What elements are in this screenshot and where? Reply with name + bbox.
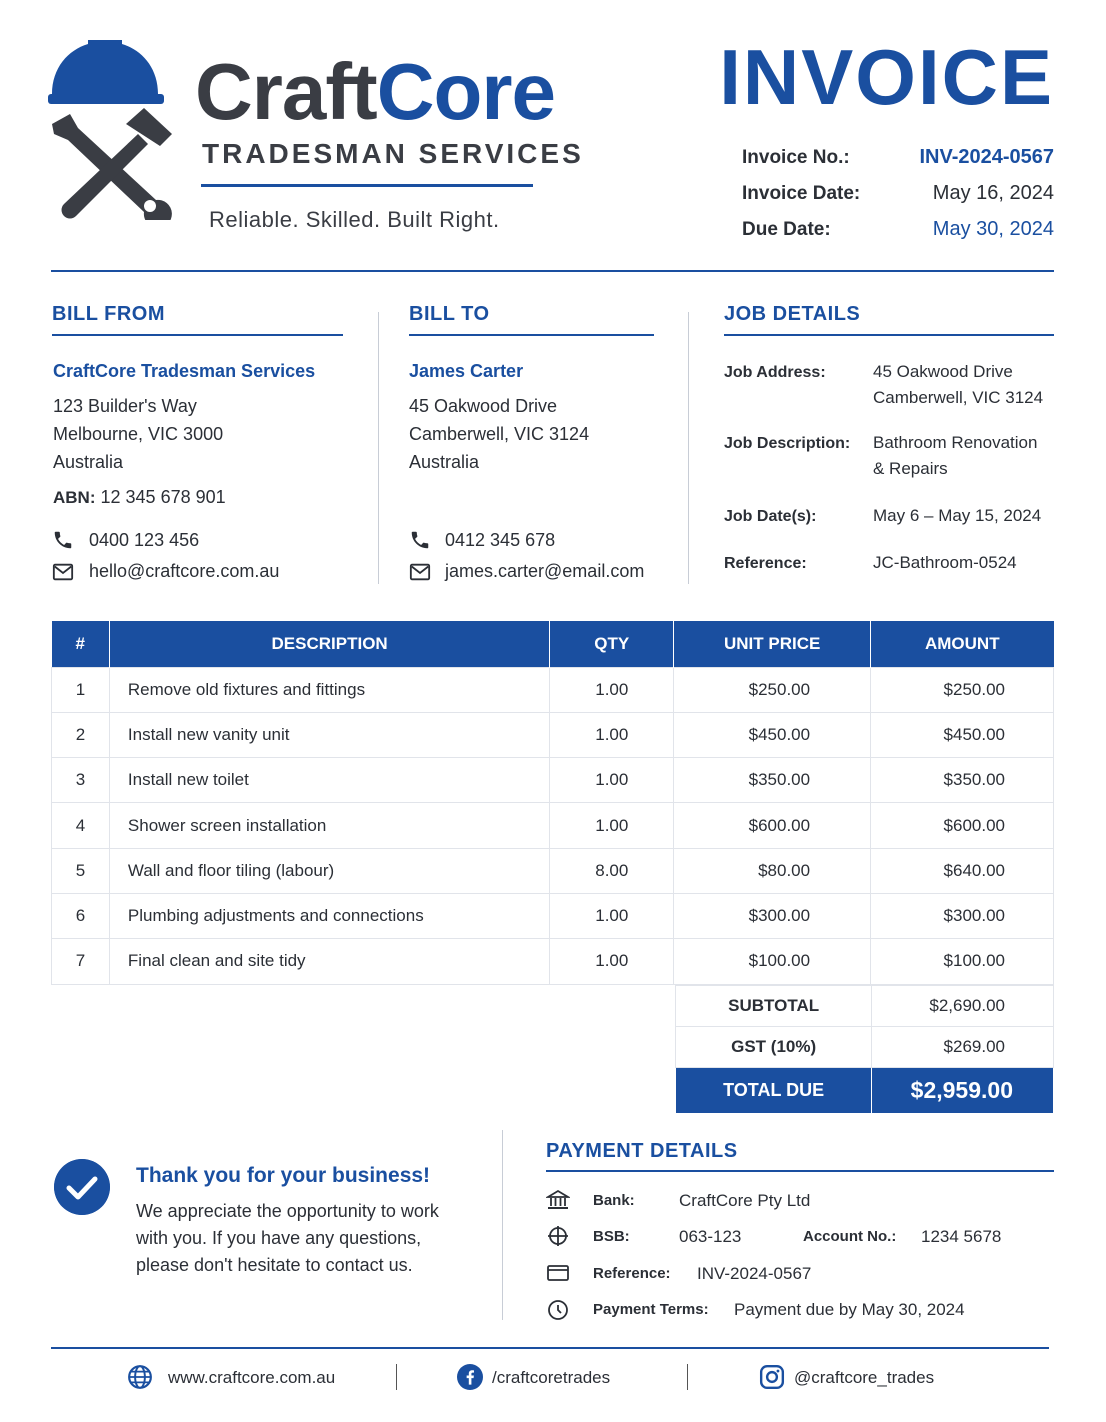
payment-details-title: PAYMENT DETAILS	[546, 1140, 738, 1162]
item-qty: 1.00	[550, 803, 674, 848]
thank-you-message: We appreciate the opportunity to work with you. If you have any questions, please don't hesitate to contact us.	[136, 1201, 439, 1275]
item-number: 1	[52, 667, 110, 712]
item-number: 7	[52, 939, 110, 984]
job-details-title: JOB DETAILS	[724, 303, 861, 325]
header-divider	[51, 270, 1054, 272]
item-amount: $450.00	[871, 712, 1054, 757]
phone-icon	[52, 529, 74, 551]
clock-icon	[546, 1298, 570, 1322]
totals-table	[675, 985, 1054, 1114]
invoice-title: INVOICE	[719, 33, 1054, 121]
footer-facebook[interactable]: /craftcoretrades	[492, 1368, 611, 1387]
brand-name-part1: Craft	[195, 47, 377, 136]
item-amount: $600.00	[871, 803, 1054, 848]
item-unit-price: $250.00	[674, 667, 871, 712]
hardhat-tools-logo-icon	[48, 38, 178, 220]
table-header-row	[52, 621, 1054, 667]
item-description: Plumbing adjustments and connections	[109, 893, 549, 938]
bill-from-title: BILL FROM	[52, 303, 166, 325]
card-icon	[546, 1261, 570, 1285]
bill-from-address-line2: Melbourne, VIC 3000	[53, 424, 224, 444]
item-amount: $640.00	[871, 848, 1054, 893]
item-qty: 1.00	[550, 667, 674, 712]
bill-to-address-line2: Camberwell, VIC 3124	[409, 424, 590, 444]
bsb-label: BSB:	[593, 1228, 630, 1245]
item-qty: 1.00	[550, 758, 674, 803]
item-number: 5	[52, 848, 110, 893]
bsb-value: 063-123	[679, 1227, 742, 1246]
item-number: 4	[52, 803, 110, 848]
col-header-description: DESCRIPTION	[109, 621, 549, 667]
item-qty: 1.00	[550, 893, 674, 938]
email-icon	[52, 561, 74, 583]
footer-separator	[396, 1364, 397, 1390]
phone-icon	[409, 529, 431, 551]
item-qty: 1.00	[550, 939, 674, 984]
bill-to-address-line3: Australia	[409, 452, 480, 472]
job-reference-label: Reference:	[724, 555, 807, 572]
subtotal-label: SUBTOTAL	[676, 986, 872, 1027]
abn-value: 12 345 678 901	[100, 487, 226, 507]
item-description: Final clean and site tidy	[109, 939, 549, 984]
item-amount: $300.00	[871, 893, 1054, 938]
bill-to-email[interactable]: james.carter@email.com	[445, 561, 645, 581]
table-row	[52, 893, 1054, 938]
thank-you-title: Thank you for your business!	[136, 1164, 431, 1187]
item-amount: $350.00	[871, 758, 1054, 803]
payment-reference-label: Reference:	[593, 1265, 671, 1282]
column-divider	[378, 312, 379, 584]
table-row	[52, 848, 1054, 893]
col-header-unit-price: UNIT PRICE	[674, 621, 871, 667]
item-unit-price: $450.00	[674, 712, 871, 757]
table-row	[52, 712, 1054, 757]
table-row	[52, 803, 1054, 848]
facebook-icon	[457, 1364, 483, 1390]
item-description: Shower screen installation	[109, 803, 549, 848]
job-address-line1: 45 Oakwood Drive	[873, 362, 1013, 381]
job-details-underline	[724, 334, 1054, 336]
email-icon	[409, 561, 431, 583]
col-header-number: #	[52, 621, 110, 667]
invoice-date: May 16, 2024	[932, 182, 1054, 204]
invoice-number: INV-2024-0567	[919, 146, 1054, 168]
footer-divider	[51, 1347, 1049, 1349]
footer-instagram[interactable]: @craftcore_trades	[794, 1368, 935, 1387]
abn-label: ABN:	[53, 488, 96, 507]
subtotal-value: $2,690.00	[872, 986, 1054, 1027]
col-header-qty: QTY	[550, 621, 674, 667]
job-dates-label: Job Date(s):	[724, 508, 817, 525]
item-qty: 1.00	[550, 712, 674, 757]
item-number: 2	[52, 712, 110, 757]
col-header-amount: AMOUNT	[871, 621, 1054, 667]
bank-value: CraftCore Pty Ltd	[679, 1191, 811, 1210]
payment-reference-value: INV-2024-0567	[697, 1264, 812, 1283]
bill-from-phone: 0400 123 456	[89, 530, 200, 550]
job-description-label: Job Description:	[724, 435, 851, 452]
job-description-line1: Bathroom Renovation	[873, 433, 1038, 452]
item-description: Wall and floor tiling (labour)	[109, 848, 549, 893]
bill-to-title: BILL TO	[409, 303, 490, 325]
account-number-label: Account No.:	[803, 1228, 897, 1245]
bill-to-name: James Carter	[409, 361, 524, 381]
subtotal-row	[676, 986, 1054, 1027]
items-table	[51, 621, 1054, 985]
bank-icon	[546, 1188, 570, 1212]
item-description: Remove old fixtures and fittings	[109, 667, 549, 712]
total-due-value: $2,959.00	[872, 1068, 1054, 1114]
total-due-row	[676, 1068, 1054, 1114]
item-amount: $100.00	[871, 939, 1054, 984]
payment-details-underline	[546, 1170, 1054, 1172]
bill-to-address-line1: 45 Oakwood Drive	[409, 396, 558, 416]
payment-terms-value: Payment due by May 30, 2024	[734, 1300, 965, 1319]
due-date: May 30, 2024	[932, 218, 1054, 240]
crosshair-icon	[546, 1224, 570, 1248]
bill-to-underline	[409, 334, 654, 336]
table-row	[52, 939, 1054, 984]
gst-value: $269.00	[872, 1027, 1054, 1068]
brand-subtitle: TRADESMAN SERVICES	[202, 138, 584, 169]
bank-label: Bank:	[593, 1192, 635, 1209]
job-dates: May 6 – May 15, 2024	[873, 506, 1042, 525]
footer-separator	[687, 1364, 688, 1390]
item-unit-price: $600.00	[674, 803, 871, 848]
brand-tagline: Reliable. Skilled. Built Right.	[209, 207, 500, 232]
job-address-line2: Camberwell, VIC 3124	[873, 388, 1044, 407]
account-number-value: 1234 5678	[921, 1227, 1002, 1246]
table-row	[52, 667, 1054, 712]
footer-column-divider	[502, 1130, 503, 1320]
job-address-label: Job Address:	[724, 364, 826, 381]
bill-from-abn	[53, 483, 226, 512]
check-circle-icon	[54, 1159, 110, 1215]
column-divider	[688, 312, 689, 584]
gst-row	[676, 1027, 1054, 1068]
brand-name-part2: Core	[376, 47, 555, 136]
item-unit-price: $80.00	[674, 848, 871, 893]
gst-label: GST (10%)	[676, 1027, 872, 1068]
bill-from-email[interactable]: hello@craftcore.com.au	[89, 561, 280, 581]
item-number: 6	[52, 893, 110, 938]
bill-from-address-line3: Australia	[53, 452, 124, 472]
brand-name	[195, 47, 555, 136]
brand-divider	[201, 184, 533, 187]
footer-website[interactable]: www.craftcore.com.au	[168, 1368, 336, 1387]
item-description: Install new toilet	[109, 758, 549, 803]
item-description: Install new vanity unit	[109, 712, 549, 757]
total-due-label: TOTAL DUE	[676, 1068, 872, 1114]
item-number: 3	[52, 758, 110, 803]
bill-to-phone: 0412 345 678	[445, 530, 556, 550]
item-unit-price: $100.00	[674, 939, 871, 984]
globe-icon	[127, 1364, 153, 1390]
bill-from-name: CraftCore Tradesman Services	[53, 361, 316, 381]
instagram-icon	[759, 1364, 785, 1390]
item-unit-price: $350.00	[674, 758, 871, 803]
item-unit-price: $300.00	[674, 893, 871, 938]
payment-terms-label: Payment Terms:	[593, 1301, 709, 1318]
job-description-line2: & Repairs	[873, 459, 948, 478]
invoice-number-label: Invoice No.:	[742, 147, 850, 168]
bill-from-address-line1: 123 Builder's Way	[53, 396, 197, 416]
job-reference: JC-Bathroom-0524	[873, 553, 1017, 572]
invoice-date-label: Invoice Date:	[742, 183, 861, 204]
due-date-label: Due Date:	[742, 219, 831, 240]
item-amount: $250.00	[871, 667, 1054, 712]
table-row	[52, 758, 1054, 803]
item-qty: 8.00	[550, 848, 674, 893]
bill-from-underline	[52, 334, 343, 336]
